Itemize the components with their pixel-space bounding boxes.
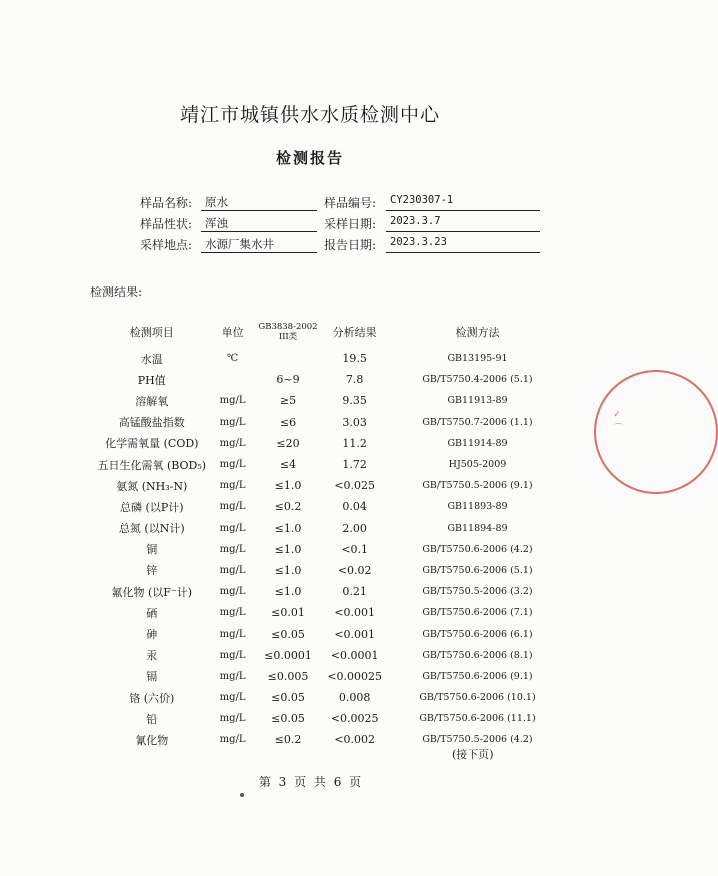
- cell-standard: ≤1.0: [274, 479, 302, 493]
- cell-standard: ≤1.0: [274, 542, 302, 556]
- table-row: [95, 560, 565, 581]
- cell-method: GB11893-89: [447, 501, 508, 513]
- document-title: 检测报告: [275, 149, 344, 167]
- cell-unit: mg/L: [219, 734, 246, 746]
- cell-result: 0.008: [338, 691, 371, 705]
- cell-item: 砷: [146, 628, 158, 642]
- cell-standard: ≤0.005: [267, 669, 309, 683]
- table-row: [95, 729, 565, 750]
- cell-result: <0.02: [337, 563, 372, 577]
- table-row: [95, 539, 565, 560]
- sample-property-label: 样品性状:: [140, 217, 193, 231]
- cell-standard: ≥5: [279, 394, 297, 408]
- cell-method: GB/T5750.6-2006 (10.1): [419, 692, 536, 704]
- cell-method: GB/T5750.5-2006 (3.2): [422, 586, 533, 598]
- sampling-location-value: 水源厂集水井: [201, 236, 317, 253]
- cell-result: <0.001: [334, 627, 376, 641]
- cell-result: <0.0001: [330, 648, 379, 662]
- table-row: [95, 708, 565, 729]
- cell-method: GB/T5750.4-2006 (5.1): [422, 374, 533, 386]
- cell-method: GB/T5750.6-2006 (7.1): [422, 607, 533, 619]
- scan-dot: [240, 793, 244, 797]
- cell-result: 19.5: [342, 352, 367, 366]
- cell-result: 0.21: [342, 585, 367, 599]
- cell-unit: mg/L: [219, 607, 246, 619]
- sample-info: [140, 194, 560, 257]
- sample-info-row: [140, 236, 560, 257]
- sample-info-row: [140, 215, 560, 236]
- cell-method: GB13195-91: [447, 353, 508, 365]
- cell-item: 铅: [146, 712, 158, 726]
- cell-standard: ≤1.0: [274, 521, 302, 535]
- cell-result: 3.03: [342, 415, 367, 429]
- table-row: [95, 454, 565, 475]
- cell-method: GB11914-89: [447, 437, 508, 449]
- cell-result: <0.001: [334, 606, 376, 620]
- cell-unit: mg/L: [219, 522, 246, 534]
- sample-name-value: 原水: [201, 194, 317, 211]
- table-row: [95, 475, 565, 496]
- table-row: [95, 496, 565, 517]
- cell-method: HJ505-2009: [448, 459, 507, 471]
- cell-item: 总磷 (以P计): [120, 500, 184, 514]
- cell-unit: mg/L: [219, 501, 246, 513]
- report-date-label: 报告日期:: [324, 238, 377, 252]
- cell-method: GB/T5750.5-2006 (9.1): [422, 480, 533, 492]
- sample-number-label: 样品编号:: [324, 196, 377, 210]
- cell-unit: mg/L: [219, 543, 246, 555]
- table-row: [95, 645, 565, 666]
- cell-standard: ≤0.05: [271, 627, 305, 641]
- sample-property-value: 浑浊: [201, 215, 317, 232]
- cell-method: GB/T5750.6-2006 (8.1): [422, 649, 533, 661]
- cell-unit: mg/L: [219, 416, 246, 428]
- cell-method: GB11894-89: [447, 522, 508, 534]
- cell-standard: 6~9: [276, 373, 300, 387]
- cell-unit: mg/L: [219, 692, 246, 704]
- page-number: 第 3 页 共 6 页: [258, 775, 362, 789]
- cell-method: GB/T5750.7-2006 (1.1): [422, 416, 533, 428]
- sample-name-label: 样品名称:: [140, 196, 193, 210]
- cell-standard: ≤1.0: [274, 563, 302, 577]
- cell-unit: mg/L: [219, 628, 246, 640]
- table-row: [95, 687, 565, 708]
- cell-method: GB/T5750.6-2006 (9.1): [422, 670, 533, 682]
- cell-standard: ≤0.01: [271, 606, 305, 620]
- header-standard-line1: GB3838-2002: [258, 322, 318, 332]
- cell-standard: ≤4: [279, 458, 297, 472]
- cell-item: 氨氮 (NH₃-N): [116, 479, 188, 493]
- results-table: [95, 316, 565, 751]
- report-date-value: 2023.3.23: [386, 236, 540, 253]
- table-row: [95, 666, 565, 687]
- cell-item: 水温: [140, 352, 163, 366]
- cell-unit: ℃: [227, 353, 239, 365]
- header-item: 检测项目: [129, 326, 174, 339]
- cell-result: 9.35: [342, 394, 367, 408]
- cell-standard: ≤20: [276, 436, 300, 450]
- header-standard-line2: III类: [278, 332, 298, 342]
- table-row: [95, 412, 565, 433]
- table-row: [95, 602, 565, 623]
- cell-standard: ≤0.2: [274, 500, 302, 514]
- table-row: [95, 623, 565, 644]
- sampling-location-label: 采样地点:: [140, 238, 193, 252]
- cell-method: GB/T5750.6-2006 (11.1): [419, 713, 536, 725]
- cell-item: 硒: [146, 606, 158, 620]
- cell-item: 汞: [146, 649, 158, 663]
- table-row: [95, 369, 565, 390]
- cell-item: 锌: [146, 564, 158, 578]
- results-body: [95, 348, 565, 751]
- cell-result: 7.8: [345, 373, 364, 387]
- sampling-date-value: 2023.3.7: [386, 215, 540, 232]
- cell-standard: ≤0.0001: [264, 648, 312, 662]
- cell-unit: mg/L: [219, 459, 246, 471]
- cell-result: 2.00: [342, 521, 367, 535]
- cell-unit: mg/L: [219, 395, 246, 407]
- red-seal-stamp: [594, 370, 718, 494]
- cell-result: <0.00025: [327, 669, 383, 683]
- results-section-label: 检测结果:: [90, 285, 143, 299]
- cell-method: GB/T5750.5-2006 (4.2): [422, 734, 533, 746]
- cell-result: 1.72: [342, 458, 367, 472]
- cell-result: <0.0025: [330, 712, 379, 726]
- cell-method: GB/T5750.6-2006 (5.1): [422, 564, 533, 576]
- table-row: [95, 581, 565, 602]
- cell-standard: [257, 348, 320, 369]
- results-header-row: [95, 316, 565, 348]
- cell-result: 11.2: [342, 436, 367, 450]
- cell-standard: ≤1.0: [274, 585, 302, 599]
- header-unit: 单位: [221, 326, 244, 339]
- cell-unit: mg/L: [219, 713, 246, 725]
- cell-unit: mg/L: [219, 649, 246, 661]
- cell-unit: mg/L: [219, 480, 246, 492]
- cell-item: 化学需氧量 (COD): [105, 437, 199, 451]
- sampling-date-label: 采样日期:: [324, 217, 377, 231]
- cell-unit: [209, 369, 257, 390]
- cell-standard: ≤6: [279, 415, 297, 429]
- cell-result: <0.1: [341, 542, 369, 556]
- table-row: [95, 390, 565, 411]
- cell-method: GB/T5750.6-2006 (4.2): [422, 543, 533, 555]
- cell-item: 铜: [146, 543, 158, 557]
- cell-item: 高锰酸盐指数: [118, 416, 185, 430]
- header-method: 检测方法: [455, 326, 500, 339]
- cell-item: 铬 (六价): [129, 691, 175, 705]
- cell-item: 总氮 (以N计): [118, 522, 185, 536]
- cell-item: 氰化物: [135, 733, 169, 747]
- cell-item: PH值: [137, 373, 166, 387]
- cell-item: 镉: [146, 670, 158, 684]
- header-result: 分析结果: [332, 326, 377, 339]
- continued-note: (接下页): [452, 748, 494, 761]
- cell-method: GB/T5750.6-2006 (6.1): [422, 628, 533, 640]
- cell-unit: mg/L: [219, 564, 246, 576]
- sample-info-row: [140, 194, 560, 215]
- organization-title: 靖江市城镇供水水质检测中心: [179, 104, 440, 126]
- cell-method: GB11913-89: [447, 395, 508, 407]
- cell-standard: ≤0.2: [274, 733, 302, 747]
- table-row: [95, 433, 565, 454]
- cell-unit: mg/L: [219, 586, 246, 598]
- cell-unit: mg/L: [219, 437, 246, 449]
- cell-standard: ≤0.05: [271, 691, 305, 705]
- header-standard: [257, 316, 320, 348]
- table-row: [95, 518, 565, 539]
- cell-unit: mg/L: [219, 670, 246, 682]
- cell-item: 氟化物 (以F⁻计): [111, 585, 193, 599]
- seal-edge-mark: ✓ ⌒: [612, 410, 622, 432]
- cell-result: <0.002: [334, 733, 376, 747]
- cell-result: <0.025: [334, 479, 376, 493]
- cell-standard: ≤0.05: [271, 712, 305, 726]
- table-row: [95, 348, 565, 369]
- cell-result: 0.04: [342, 500, 367, 514]
- cell-item: 五日生化需氧 (BOD₅): [97, 458, 207, 472]
- cell-item: 溶解氧: [135, 394, 169, 408]
- sample-number-value: CY230307-1: [386, 194, 540, 211]
